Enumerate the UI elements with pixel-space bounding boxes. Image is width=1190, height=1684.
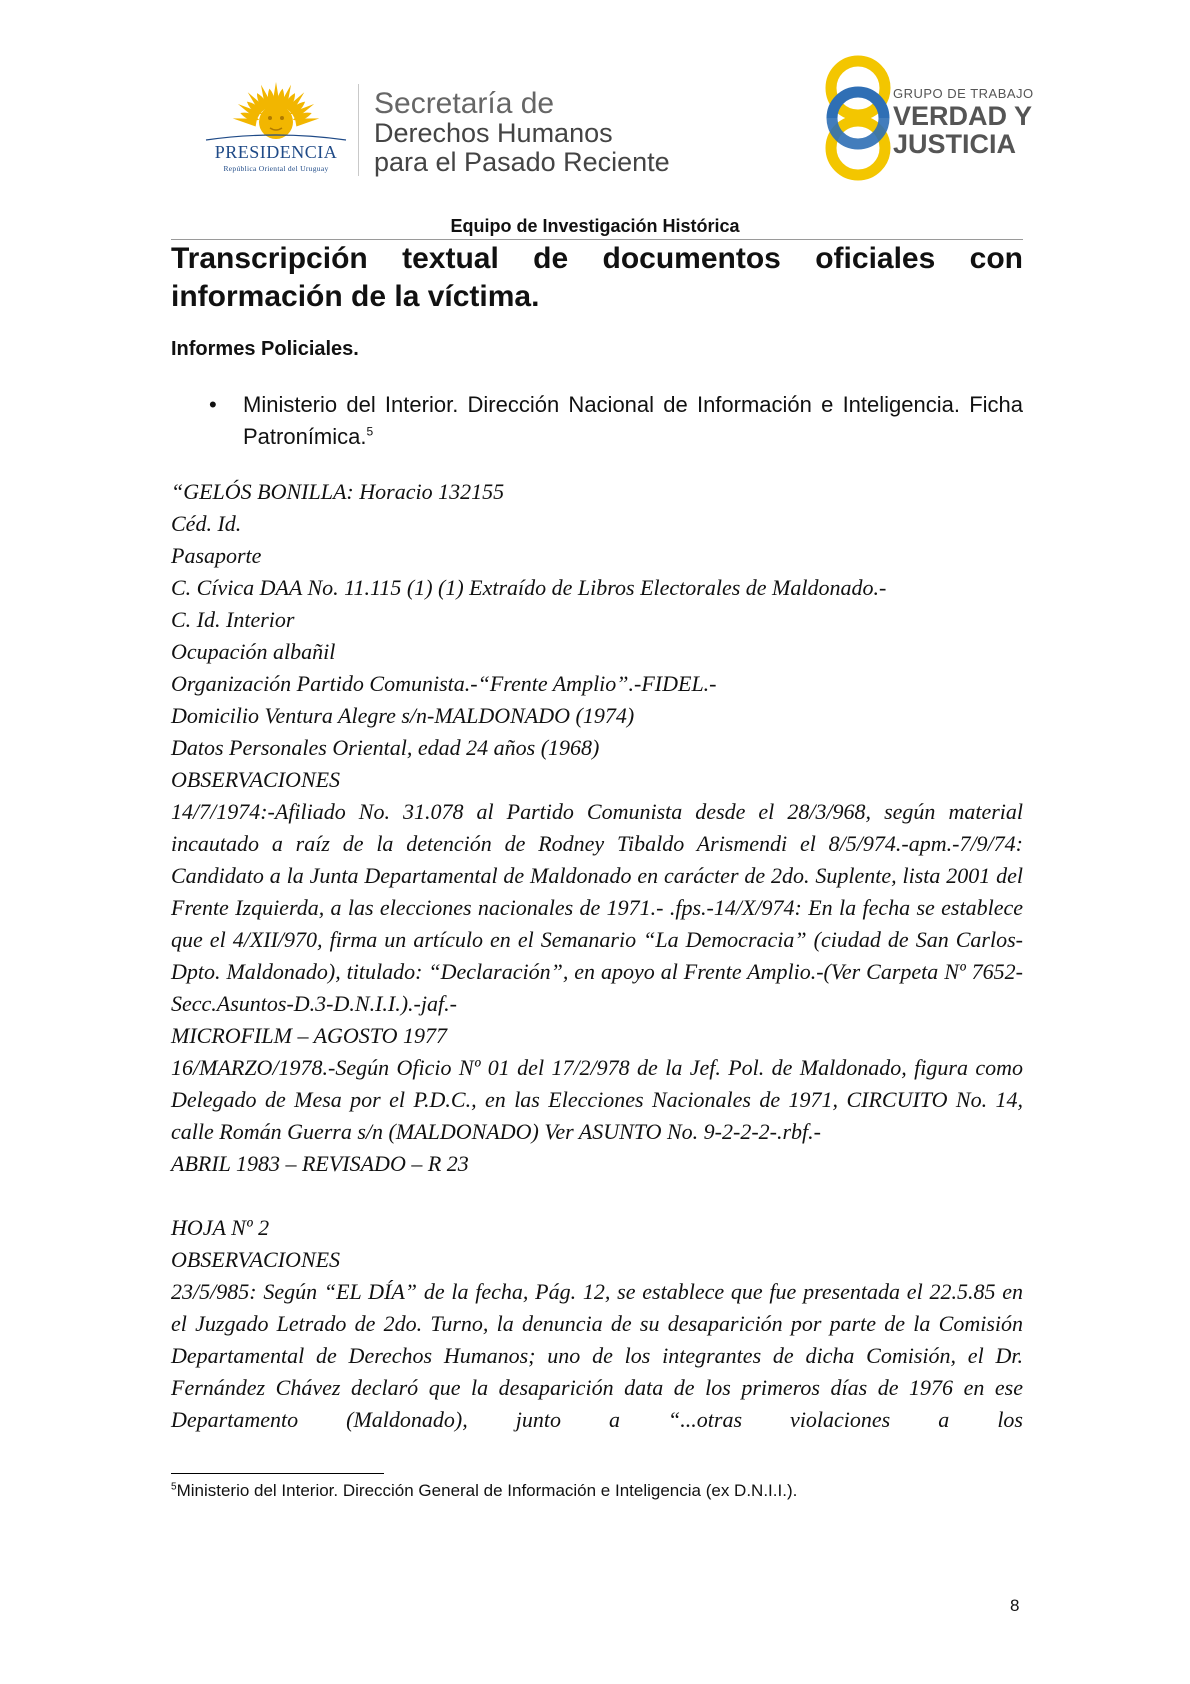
grupo-line-1: GRUPO DE TRABAJO bbox=[893, 86, 1034, 101]
transcript-line: C. Cívica DAA No. 11.115 (1) (1) Extraído de Libros Electorales de Maldonado.- bbox=[171, 575, 887, 600]
transcript-line: Organización Partido Comunista.-“Frente Amplio”.-FIDEL.- bbox=[171, 671, 717, 696]
transcript-line: Céd. Id. bbox=[171, 511, 242, 536]
footnote-text: Ministerio del Interior. Dirección General de Información e Inteligencia (ex D.N.I.I.). bbox=[176, 1481, 798, 1500]
transcript-paragraph-3: 23/5/985: Según “EL DÍA” de la fecha, Pág. 12, se establece que fue presentada el 22.5.85 en el Juzgado Letrado de 2do. Turno, la denuncia de su desaparición por parte de la Comisión Departamental de Derechos Humanos; uno de los integrantes de dicha Comisión, el Dr. Fernández Chávez declaró que la desaparición data de los primeros días de 1976 en ese Departamento (Maldonado), junto a “...otras violaciones a los bbox=[171, 1279, 1023, 1432]
secretaria-line-1: Secretaría de bbox=[374, 87, 555, 120]
bullet-item bbox=[243, 389, 1023, 453]
bullet-text: Ministerio del Interior. Dirección Nacional de Información e Inteligencia. Ficha Patronímica. bbox=[243, 392, 1023, 449]
secretaria-line-2: Derechos Humanos bbox=[374, 118, 613, 148]
footnote-rule bbox=[171, 1473, 384, 1474]
transcript-block bbox=[171, 476, 1023, 1436]
transcript-paragraph-1: 14/7/1974:-Afiliado No. 31.078 al Partido Comunista desde el 28/3/968, según material incautado a raíz de la detención de Rodney Tibaldo Arismendi el 8/5/974.-apm.-7/9/74: Candidato a la Junta Departamental de Maldonado en carácter de 2do. Suplente, lista 2001 del Frente Izquierda, a las elecciones nacionales de 1971.- .fps.-14/X/974: En la fecha se establece que el 4/XII/970, firma un artículo en el Semanario “La Democracia” (ciudad de San Carlos-Dpto. Maldonado), titulado: “Declaración”, en apoyo al Frente Amplio.-(Ver Carpeta Nº 7652-Secc.Asuntos-D.3-D.N.I.I.).-jaf.- bbox=[171, 799, 1023, 1016]
transcript-hoja: HOJA Nº 2 bbox=[171, 1215, 270, 1240]
page-title: Transcripción textual de documentos oficiales con información de la víctima. bbox=[171, 242, 1023, 313]
transcript-observaciones: OBSERVACIONES bbox=[171, 1247, 341, 1272]
transcript-line: “GELÓS BONILLA: Horacio 132155 bbox=[171, 479, 505, 504]
footnote-number: 5 bbox=[171, 1481, 177, 1493]
verdad-justicia-logo-icon bbox=[818, 54, 898, 182]
transcript-microfilm: MICROFILM – AGOSTO 1977 bbox=[171, 1023, 448, 1048]
transcript-line: Ocupación albañil bbox=[171, 639, 336, 664]
transcript-line: Pasaporte bbox=[171, 543, 262, 568]
grupo-line-2: VERDAD Y bbox=[893, 101, 1033, 131]
transcript-line: Datos Personales Oriental, edad 24 años (1968) bbox=[171, 735, 600, 760]
transcript-paragraph-2: 16/MARZO/1978.-Según Oficio Nº 01 del 17/2/978 de la Jef. Pol. de Maldonado, figura como Delegado de Mesa por el P.D.C., en las Elecciones Nacionales de 1971, CIRCUITO No. 14, calle Román Guerra s/n (MALDONADO) Ver ASUNTO No. 9-2-2-2-.rbf.- bbox=[171, 1055, 1023, 1144]
section-heading: Informes Policiales. bbox=[171, 338, 359, 360]
presidencia-logo bbox=[196, 80, 356, 180]
footnote bbox=[171, 1480, 797, 1502]
transcript-line: Domicilio Ventura Alegre s/n-MALDONADO (1974) bbox=[171, 703, 635, 728]
footnote-reference[interactable]: 5 bbox=[366, 424, 374, 439]
presidencia-name: PRESIDENCIA bbox=[214, 142, 338, 162]
team-heading: Equipo de Investigación Histórica bbox=[450, 216, 740, 236]
presidencia-subtitle: República Oriental del Uruguay bbox=[223, 164, 329, 173]
page-number: 8 bbox=[1010, 1596, 1020, 1615]
transcript-line: OBSERVACIONES bbox=[171, 767, 341, 792]
bullet-icon: • bbox=[209, 392, 217, 417]
spacer bbox=[171, 1180, 1023, 1212]
secretaria-logo-text bbox=[374, 88, 670, 177]
verdad-justicia-logo-text bbox=[893, 86, 1034, 158]
grupo-line-3: JUSTICIA bbox=[893, 129, 1017, 159]
secretaria-line-3: para el Pasado Reciente bbox=[374, 147, 670, 177]
transcript-revisado: ABRIL 1983 – REVISADO – R 23 bbox=[171, 1151, 469, 1176]
logo-divider bbox=[358, 84, 359, 176]
sun-emblem-icon bbox=[196, 80, 356, 144]
transcript-line: C. Id. Interior bbox=[171, 607, 295, 632]
